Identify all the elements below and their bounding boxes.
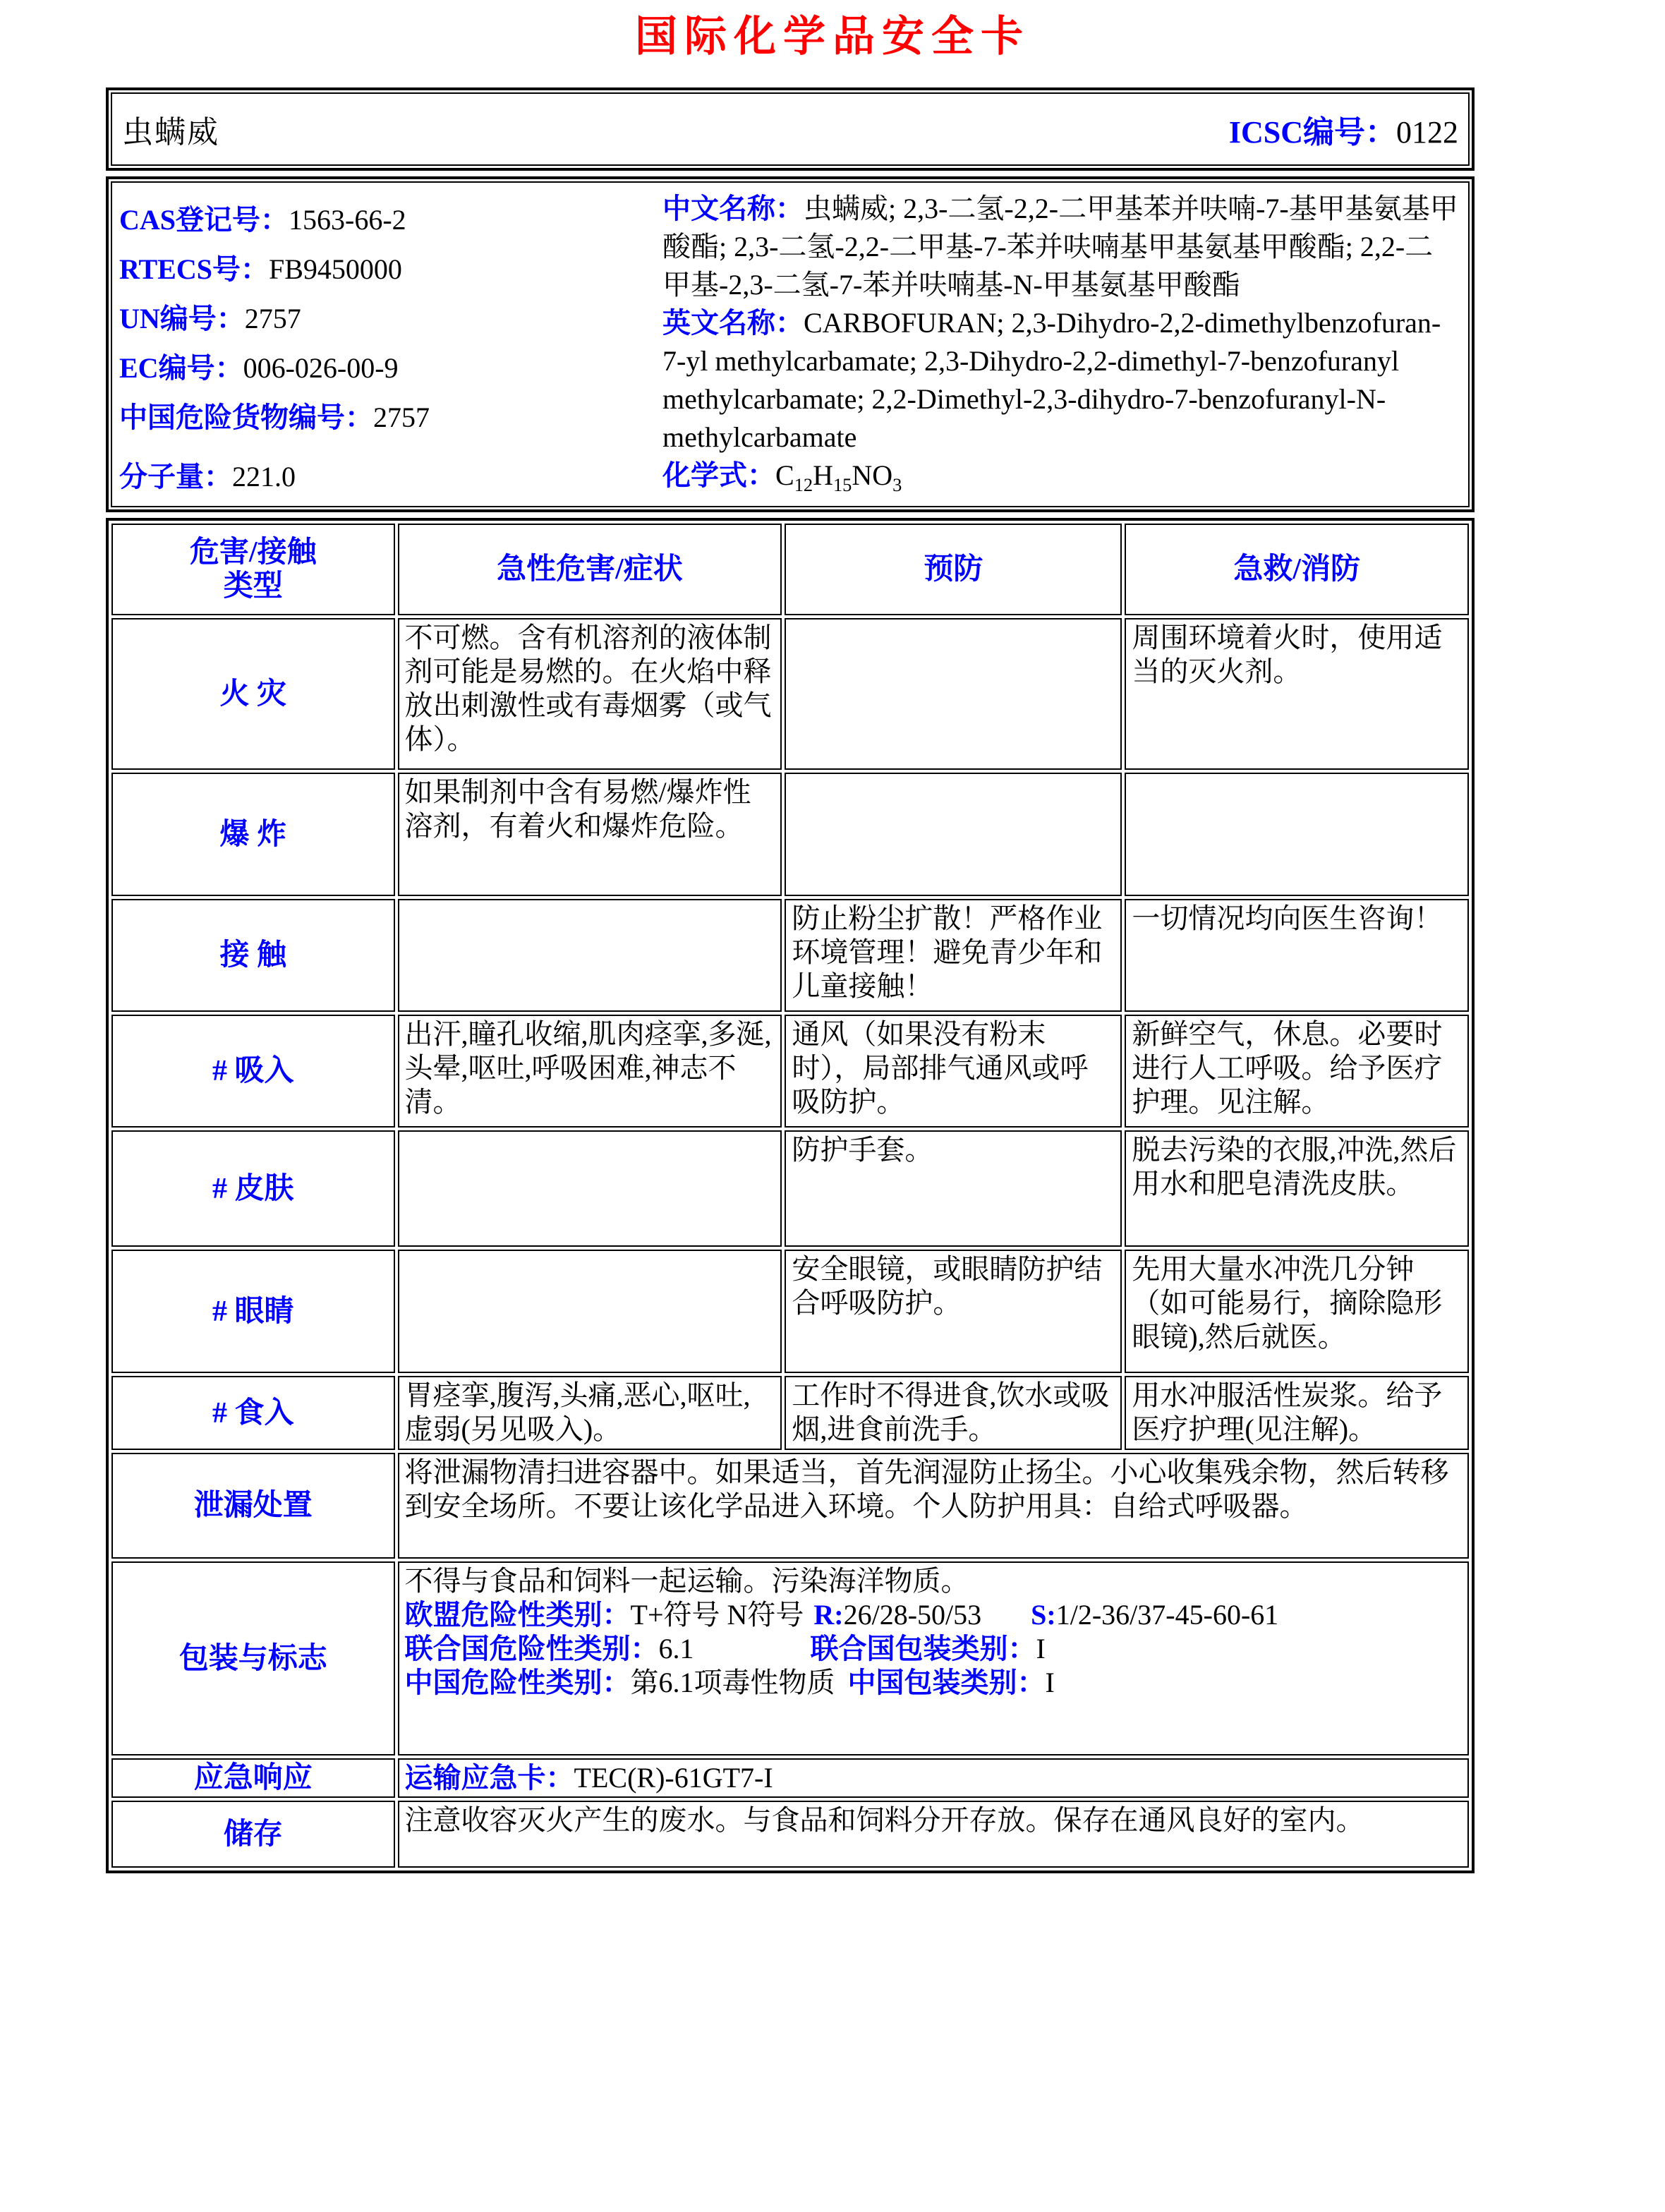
cas-number-value: 1563-66-2 bbox=[289, 204, 406, 236]
table-row-explosion bbox=[111, 773, 1469, 896]
identification-box bbox=[106, 176, 1475, 512]
eu-classification-line bbox=[405, 1598, 1462, 1632]
emergency-response-content bbox=[398, 1758, 1469, 1798]
ec-number-value: 006-026-00-9 bbox=[243, 352, 399, 384]
table-row-eyes bbox=[111, 1250, 1469, 1373]
spill-disposal-label: 泄漏处置 bbox=[111, 1453, 395, 1559]
icsc-number-label: ICSC编号： bbox=[1228, 115, 1396, 150]
ingestion-prevention: 工作时不得进食,饮水或吸烟,进食前洗手。 bbox=[785, 1376, 1122, 1450]
ingestion-symptoms: 胃痉挛,腹泻,头痛,恶心,呕吐,虚弱(另见吸入)。 bbox=[398, 1376, 782, 1450]
un-number-label: UN编号： bbox=[119, 303, 245, 334]
cn-hazard-class-label: 中国危险性类别： bbox=[404, 1667, 631, 1698]
chemical-formula bbox=[662, 457, 1460, 495]
transport-emergency-card-label: 运输应急卡： bbox=[404, 1762, 574, 1794]
identifiers-column bbox=[119, 190, 662, 496]
skin-prevention: 防护手套。 bbox=[785, 1130, 1122, 1247]
packaging-transport-note: 不得与食品和饲料一起运输。污染海洋物质。 bbox=[404, 1565, 969, 1597]
cn-hazard-class-value: 第6.1项毒性物质 bbox=[630, 1667, 835, 1698]
hazard-table-header-row bbox=[111, 524, 1469, 615]
s-phrases-label: S: bbox=[1031, 1599, 1056, 1631]
storage-label: 储存 bbox=[111, 1801, 395, 1868]
fire-firstaid: 周围环境着火时，使用适当的灭火剂。 bbox=[1125, 618, 1469, 770]
transport-emergency-card-value: TEC(R)-61GT7-I bbox=[574, 1762, 773, 1794]
ingestion-firstaid: 用水冲服活性炭浆。给予医疗护理(见注解)。 bbox=[1125, 1376, 1469, 1450]
eyes-firstaid: 先用大量水冲洗几分钟（如可能易行，摘除隐形眼镜),然后就医。 bbox=[1125, 1250, 1469, 1373]
eu-classification-value: T+符号 N符号 bbox=[630, 1599, 804, 1631]
exposure-label: 接 触 bbox=[111, 899, 395, 1012]
chinese-name-label: 中文名称： bbox=[662, 193, 804, 224]
packaging-labelling-label: 包装与标志 bbox=[111, 1561, 395, 1755]
cn-classification-line bbox=[405, 1666, 1462, 1700]
chinese-name-value: 虫螨威; 2,3-二氢-2,2-二甲基苯并呋喃-7-基甲基氨基甲酸酯; 2,3-二氢-2,2-二甲基-7-苯并呋喃基甲基氨基甲酸酯; 2,2-二甲基-2,3-二氢-7-苯并呋喃基-N-甲基氨基甲酸酯 bbox=[662, 193, 1458, 301]
china-dg-number-value: 2757 bbox=[373, 401, 430, 433]
rtecs-number-label: RTECS号： bbox=[119, 253, 269, 285]
fire-prevention bbox=[785, 618, 1122, 770]
china-dg-number-label: 中国危险货物编号： bbox=[119, 401, 373, 433]
r-phrases-value: 26/28-50/53 bbox=[843, 1599, 982, 1631]
icsc-number-value: 0122 bbox=[1396, 115, 1458, 150]
chinese-name bbox=[662, 190, 1460, 304]
table-row-fire bbox=[111, 618, 1469, 770]
un-packing-group-label: 联合国包装类别： bbox=[810, 1633, 1036, 1664]
exposure-firstaid: 一切情况均向医生咨询！ bbox=[1125, 899, 1469, 1012]
fire-label: 火 灾 bbox=[111, 618, 395, 770]
un-number-row bbox=[119, 300, 662, 338]
ec-number-label: EC编号： bbox=[119, 352, 243, 384]
ingestion-label: # 食入 bbox=[111, 1376, 395, 1450]
page-title: 国际化学品安全卡 bbox=[635, 13, 1030, 60]
header-prevention: 预防 bbox=[785, 524, 1122, 615]
substance-name: 虫螨威 bbox=[122, 115, 219, 150]
header-hazard-type: 危害/接触 类型 bbox=[111, 524, 395, 615]
hazard-table bbox=[106, 518, 1475, 1873]
un-number-value: 2757 bbox=[244, 303, 301, 334]
storage-text: 注意收容灭火产生的废水。与食品和饲料分开存放。保存在通风良好的室内。 bbox=[398, 1801, 1469, 1868]
eyes-symptoms bbox=[398, 1250, 782, 1373]
r-phrases-label: R: bbox=[813, 1599, 844, 1631]
un-packing-group-value: I bbox=[1036, 1633, 1046, 1664]
header-box bbox=[106, 87, 1475, 171]
table-row-emergency-response bbox=[111, 1758, 1469, 1798]
un-classification-line bbox=[405, 1632, 1462, 1666]
emergency-response-label: 应急响应 bbox=[111, 1758, 395, 1798]
table-row-inhalation bbox=[111, 1015, 1469, 1128]
inhalation-label: # 吸入 bbox=[111, 1015, 395, 1128]
cn-packing-group-label: 中国包装类别： bbox=[847, 1667, 1046, 1698]
skin-label: # 皮肤 bbox=[111, 1130, 395, 1247]
inhalation-symptoms: 出汗,瞳孔收缩,肌肉痉挛,多涎,头晕,呕吐,呼吸困难,神志不清。 bbox=[398, 1015, 782, 1128]
header-acute-hazards: 急性危害/症状 bbox=[398, 524, 782, 615]
inhalation-prevention: 通风（如果没有粉末时），局部排气通风或呼吸防护。 bbox=[785, 1015, 1122, 1128]
english-name-value: CARBOFURAN; 2,3-Dihydro-2,2-dimethylbenzofuran-7-yl methylcarbamate; 2,3-Dihydro-2,2-dimethyl-7-benzofuranyl methylcarbamate; 2,2-Dimethyl-2,3-dihydro-7-benzofuranyl-N-methylcarbamate bbox=[662, 307, 1441, 453]
exposure-symptoms bbox=[398, 899, 782, 1012]
explosion-firstaid bbox=[1125, 773, 1469, 896]
packaging-labelling-content bbox=[398, 1561, 1469, 1755]
molecular-weight-value: 221.0 bbox=[232, 461, 296, 492]
chemical-formula-label: 化学式： bbox=[662, 459, 775, 491]
spill-disposal-text: 将泄漏物清扫进容器中。如果适当，首先润湿防止扬尘。小心收集残余物，然后转移到安全场所。不要让该化学品进入环境。个人防护用具：自给式呼吸器。 bbox=[398, 1453, 1469, 1559]
explosion-label: 爆 炸 bbox=[111, 773, 395, 896]
s-phrases-value: 1/2-36/37-45-60-61 bbox=[1055, 1599, 1279, 1631]
chemical-formula-value: $C_{12}H_{15}NO_3$ bbox=[775, 459, 902, 495]
names-column bbox=[662, 190, 1465, 496]
table-row-storage bbox=[111, 1801, 1469, 1868]
china-dg-number-row bbox=[119, 399, 662, 437]
rtecs-number-value: FB9450000 bbox=[268, 253, 402, 285]
explosion-prevention bbox=[785, 773, 1122, 896]
explosion-symptoms: 如果制剂中含有易燃/爆炸性溶剂，有着火和爆炸危险。 bbox=[398, 773, 782, 896]
table-row-exposure bbox=[111, 899, 1469, 1012]
eyes-label: # 眼睛 bbox=[111, 1250, 395, 1373]
cas-number-label: CAS登记号： bbox=[119, 204, 289, 236]
english-name-label: 英文名称： bbox=[662, 307, 804, 339]
ec-number-row bbox=[119, 349, 662, 387]
eu-classification-label: 欧盟危险性类别： bbox=[404, 1599, 631, 1631]
table-row-spill-disposal bbox=[111, 1453, 1469, 1559]
fire-symptoms: 不可燃。含有机溶剂的液体制剂可能是易燃的。在火焰中释放出刺激性或有毒烟雾（或气体）。 bbox=[398, 618, 782, 770]
cn-packing-group-value: I bbox=[1045, 1667, 1055, 1698]
cas-number-row bbox=[119, 201, 662, 239]
eyes-prevention: 安全眼镜，或眼睛防护结合呼吸防护。 bbox=[785, 1250, 1122, 1373]
table-row-packaging-labelling bbox=[111, 1561, 1469, 1755]
un-hazard-class-value: 6.1 bbox=[658, 1633, 694, 1664]
skin-symptoms bbox=[398, 1130, 782, 1247]
rtecs-number-row bbox=[119, 250, 662, 289]
english-name bbox=[662, 304, 1460, 457]
molecular-weight-label: 分子量： bbox=[119, 461, 232, 492]
header-first-aid: 急救/消防 bbox=[1125, 524, 1469, 615]
safety-card bbox=[106, 87, 1475, 1873]
exposure-prevention: 防止粉尘扩散！严格作业环境管理！避免青少年和儿童接触！ bbox=[785, 899, 1122, 1012]
molecular-weight-row bbox=[119, 437, 662, 496]
inhalation-firstaid: 新鲜空气，休息。必要时进行人工呼吸。给予医疗护理。见注解。 bbox=[1125, 1015, 1469, 1128]
un-hazard-class-label: 联合国危险性类别： bbox=[404, 1633, 659, 1664]
skin-firstaid: 脱去污染的衣服,冲洗,然后用水和肥皂清洗皮肤。 bbox=[1125, 1130, 1469, 1247]
table-row-ingestion bbox=[111, 1376, 1469, 1450]
table-row-skin bbox=[111, 1130, 1469, 1247]
icsc-number-group bbox=[1229, 107, 1458, 152]
